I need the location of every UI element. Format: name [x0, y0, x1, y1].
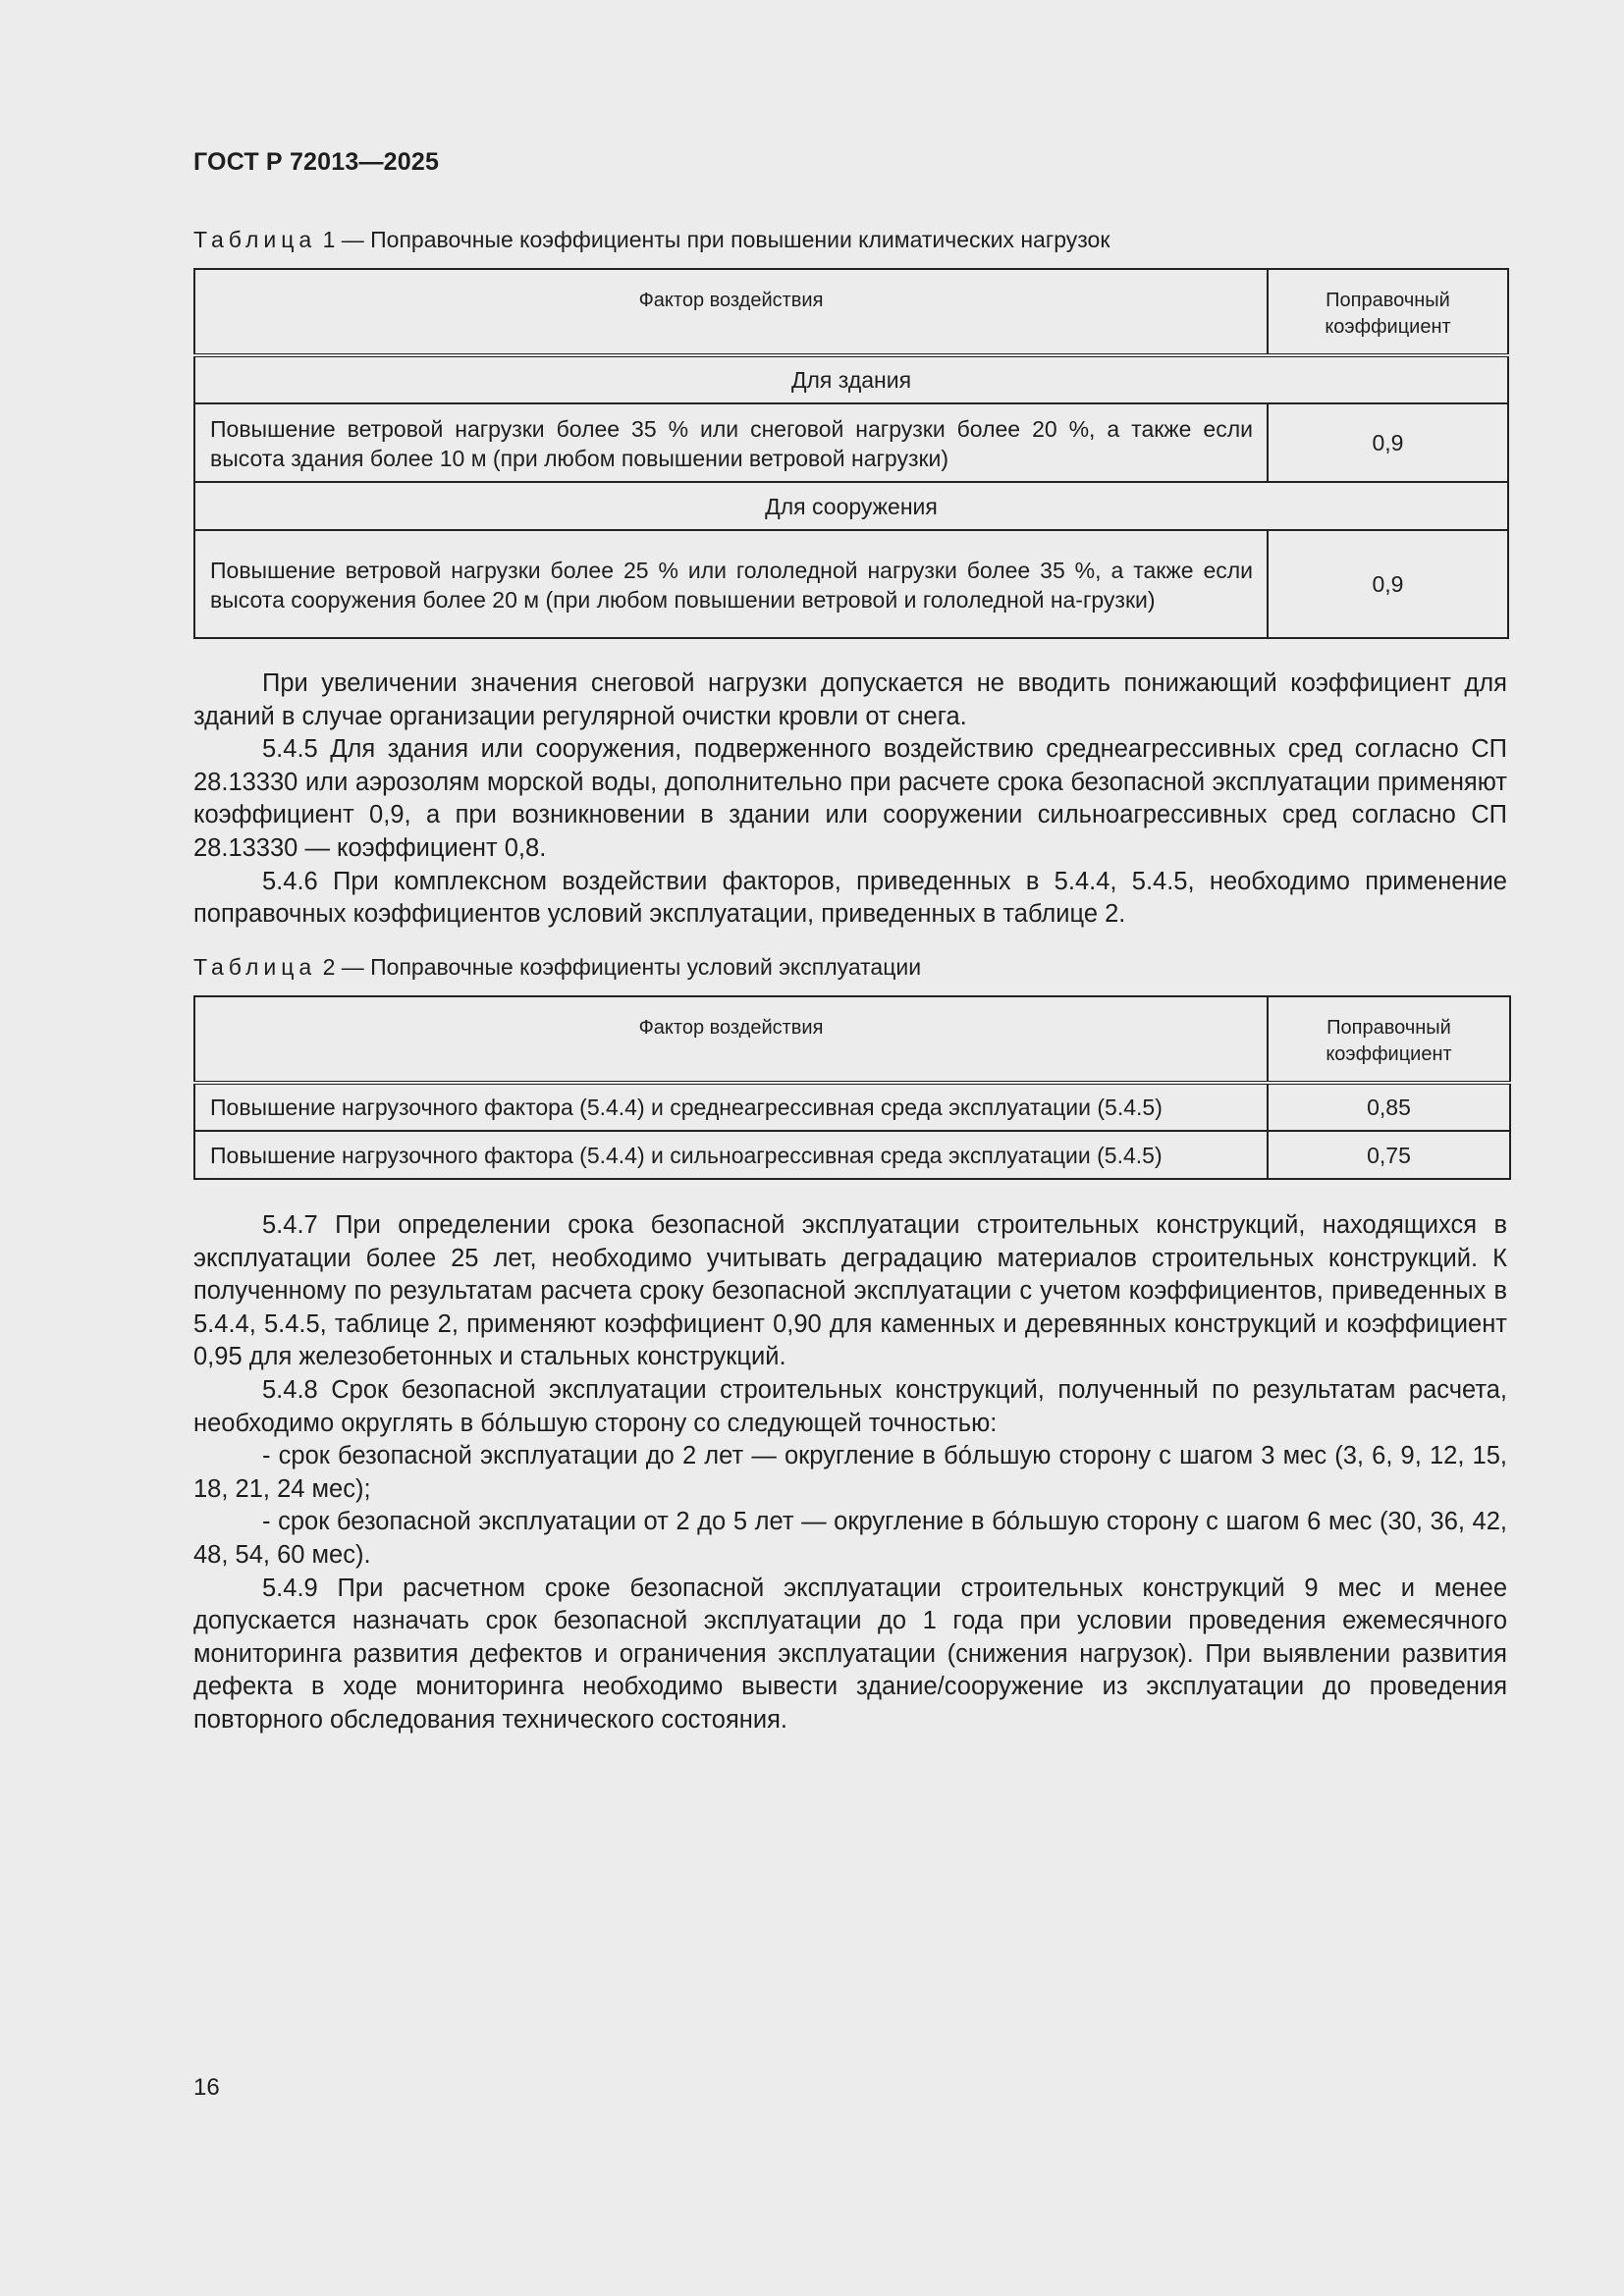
table1-header-coef-line1: Поправочный: [1326, 290, 1450, 311]
table1-caption: [193, 227, 1110, 253]
table1-header-factor: Фактор воздействия: [194, 269, 1268, 355]
table1-row2-factor: Повышение ветровой нагрузки более 25 % или гололедной нагрузки более 35 %, а также если высота сооружения более 20 м (при любом повышении ветровой и гололедной на-грузки): [194, 530, 1268, 638]
paragraph-5-4-6: 5.4.6 При комплексном воздействии факторов, приведенных в 5.4.4, 5.4.5, необходимо применение поправочных коэффициентов условий эксплуатации, приведенных в таблице 2.: [193, 867, 1507, 929]
table1-header-coefficient: [1268, 269, 1508, 355]
paragraph-5-4-7: 5.4.7 При определении срока безопасной эксплуатации строительных конструкций, находящихся в эксплуатации более 25 лет, необходимо учитывать деградацию материалов строительных конструкций. К полученному по результатам расчета сроку безопасной эксплуатации с учетом коэффициентов, приведенных в 5.4.4, 5.4.5, таблице 2, применяют коэффициент 0,90 для каменных и деревянных конструкций и коэффициент 0,95 для железобетонных и стальных конструкций.: [193, 1211, 1507, 1371]
table-row: [194, 1083, 1510, 1131]
table1-row1-coefficient: 0,9: [1268, 403, 1508, 482]
table1: [193, 268, 1509, 639]
table1-row2-coefficient: 0,9: [1268, 530, 1508, 638]
paragraph-5-4-9: 5.4.9 При расчетном сроке безопасной эксплуатации строительных конструкций 9 мес и менее допускается назначать срок безопасной эксплуатации до 1 года при условии проведения ежемесячного мониторинга развития дефектов и ограничения эксплуатации (снижения нагрузок). При выявлении развития дефекта в ходе мониторинга необходимо вывести здание/сооружение из эксплуатации до проведения повторного обследования технического состояния.: [193, 1574, 1507, 1734]
table-row: [194, 403, 1508, 482]
table-row: [194, 530, 1508, 638]
paragraph-snow-note: При увеличении значения снеговой нагрузки допускается не вводить понижающий коэффициент для зданий в случае организации регулярной очистки кровли от снега.: [193, 669, 1507, 730]
paragraph-5-4-5: 5.4.5 Для здания или сооружения, подверженного воздействию среднеагрессивных сред согласно СП 28.13330 или аэрозолям морской воды, дополнительно при расчете срока безопасной эксплуатации применяют коэффициент 0,9, а при возникновении в здании или сооружении сильноагрессивных сред согласно СП 28.13330 — коэффициент 0,8.: [193, 735, 1507, 862]
table2-row2-coefficient: 0,75: [1268, 1131, 1510, 1179]
table2-header-coefficient: [1268, 996, 1510, 1083]
table-row: [194, 1131, 1510, 1179]
body-section-1: [193, 667, 1507, 932]
table2-header-factor: Фактор воздействия: [194, 996, 1268, 1083]
table2-row1-factor: Повышение нагрузочного фактора (5.4.4) и среднеагрессивная среда эксплуатации (5.4.5): [194, 1083, 1268, 1131]
table1-header-row: [194, 269, 1508, 355]
table2-caption-text: 2 — Поправочные коэффициенты условий эксплуатации: [316, 954, 922, 980]
table2: [193, 995, 1511, 1180]
document-header: ГОСТ Р 72013—2025: [193, 148, 440, 176]
table1-header-coef-line2: коэффициент: [1325, 316, 1451, 338]
table2-header-coef-line1: Поправочный: [1326, 1017, 1451, 1039]
list-item: - срок безопасной эксплуатации от 2 до 5 лет — округление в бо́льшую сторону с шагом 6 мес (30, 36, 42, 48, 54, 60 мес).: [193, 1508, 1507, 1569]
table1-row1-factor: Повышение ветровой нагрузки более 35 % или снеговой нагрузки более 20 %, а также если высота здания более 10 м (при любом повышении ветровой нагрузки): [194, 403, 1268, 482]
table2-caption-word: Таблица: [193, 954, 317, 980]
table2-row2-factor: Повышение нагрузочного фактора (5.4.4) и сильноагрессивная среда эксплуатации (5.4.5): [194, 1131, 1268, 1179]
table2-header-row: [194, 996, 1510, 1083]
paragraph-5-4-8: 5.4.8 Срок безопасной эксплуатации строительных конструкций, полученный по результатам расчета, необходимо округлять в бо́льшую сторону со следующей точностью:: [193, 1375, 1507, 1437]
table2-header-coef-line2: коэффициент: [1326, 1043, 1452, 1065]
list-item: - срок безопасной эксплуатации до 2 лет — округление в бо́льшую сторону с шагом 3 мес (3, 6, 9, 12, 15, 18, 21, 24 мес);: [193, 1442, 1507, 1503]
table1-group-row: [194, 482, 1508, 530]
table2-caption: [193, 954, 921, 981]
table1-group-building: Для здания: [194, 355, 1508, 403]
body-section-2: [193, 1209, 1507, 1737]
table1-group-row: [194, 355, 1508, 403]
table2-row1-coefficient: 0,85: [1268, 1083, 1510, 1131]
table1-group-structure: Для сооружения: [194, 482, 1508, 530]
table1-caption-word: Таблица: [193, 227, 317, 252]
page-number: 16: [193, 2074, 220, 2101]
table1-caption-text: 1 — Поправочные коэффициенты при повышении климатических нагрузок: [316, 227, 1110, 252]
